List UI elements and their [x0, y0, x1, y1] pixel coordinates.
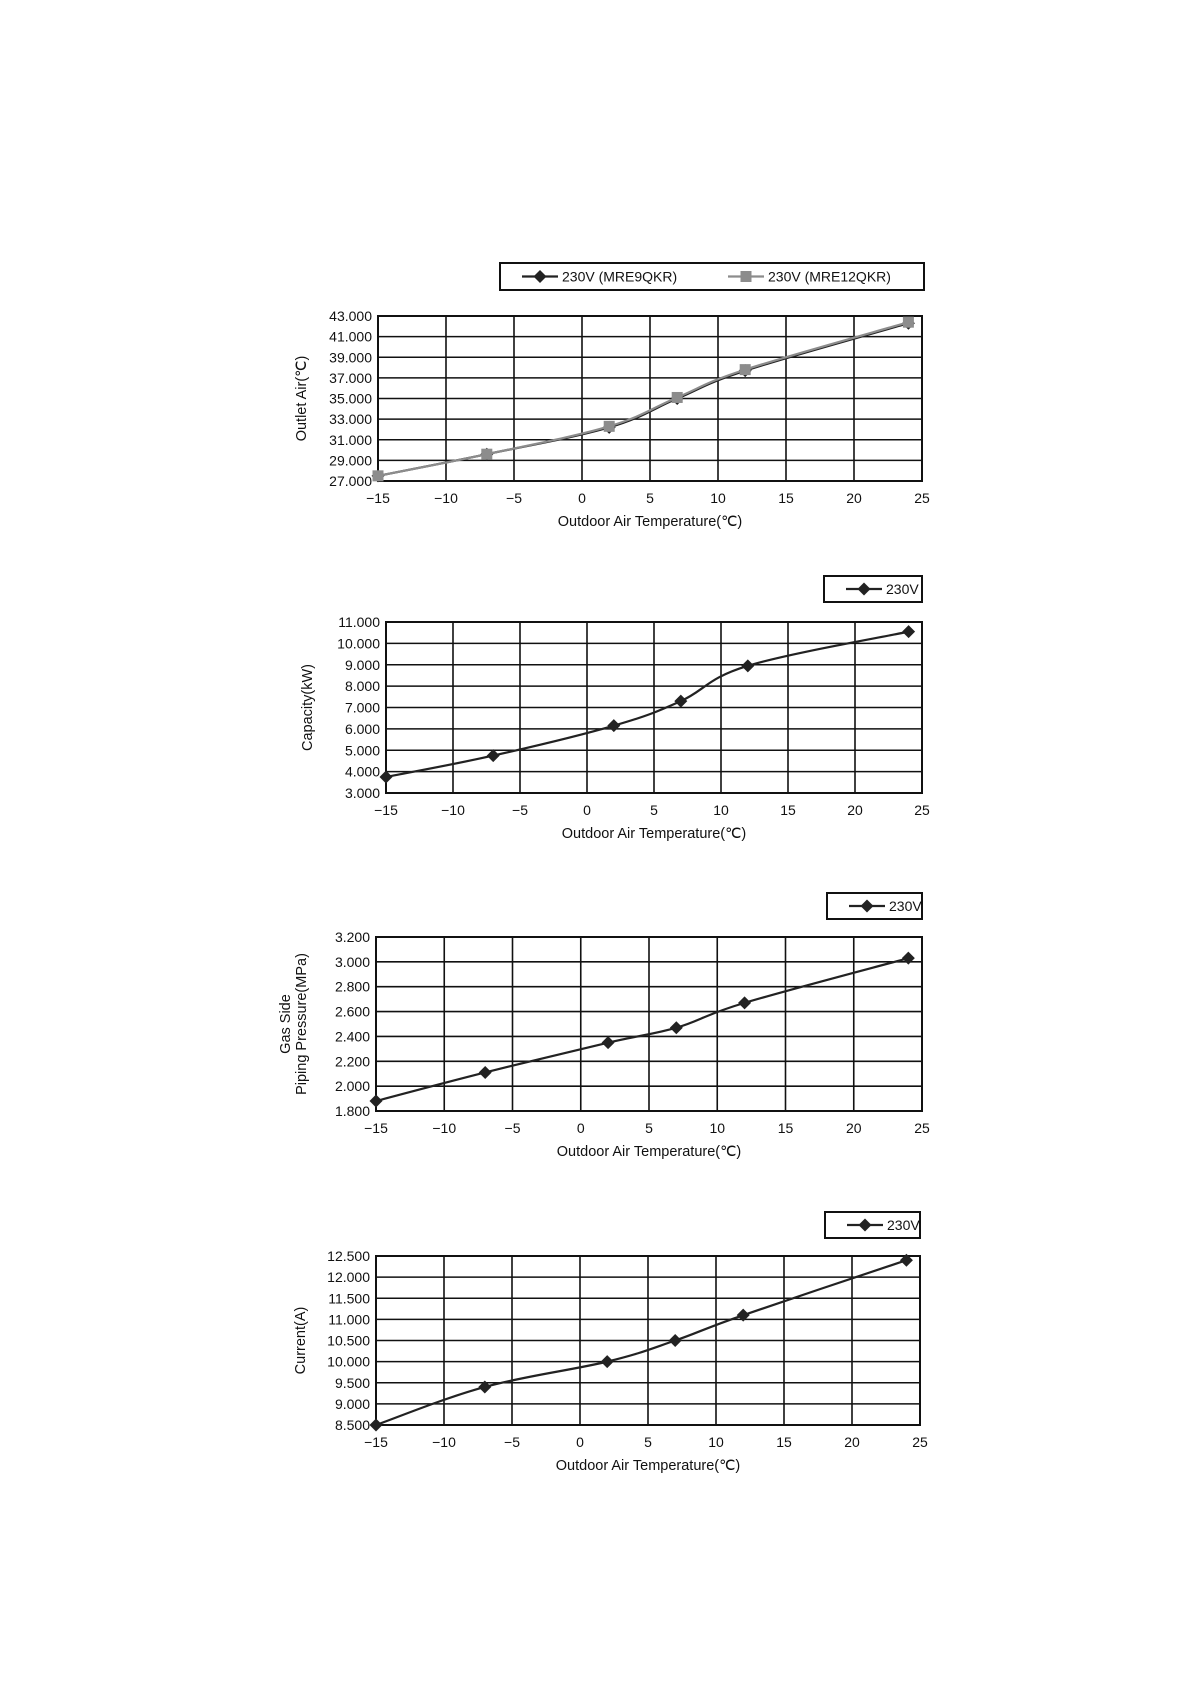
x-tick-label: 0 — [576, 1434, 584, 1450]
y-tick-label: 11.000 — [328, 1311, 370, 1328]
x-tick-label: 25 — [912, 1434, 928, 1450]
x-tick-label: −5 — [506, 490, 522, 506]
x-tick-label: −10 — [432, 1434, 456, 1450]
series-line — [386, 632, 909, 777]
grid — [386, 622, 922, 793]
y-tick-label: 41.000 — [329, 328, 372, 345]
x-tick-label: 10 — [709, 1120, 726, 1136]
x-tick-label: 5 — [650, 802, 658, 818]
y-axis-label: Capacity(kW) — [300, 663, 316, 752]
data-point — [741, 659, 754, 672]
data-point — [674, 695, 687, 708]
y-tick-label: 39.000 — [329, 349, 372, 366]
x-axis-label: Outdoor Air Temperature(℃) — [561, 826, 747, 842]
y-tick-label: 9.000 — [334, 1395, 370, 1412]
x-tick-label: 25 — [914, 1120, 930, 1136]
x-tick-label: −10 — [434, 490, 458, 506]
chart-3 — [278, 893, 930, 1160]
x-tick-label: −15 — [364, 1120, 388, 1136]
x-tick-label: 15 — [777, 1120, 794, 1136]
data-point — [370, 1095, 383, 1108]
grid — [376, 1256, 920, 1425]
y-tick-label: 4.000 — [344, 763, 380, 780]
legend — [500, 263, 924, 290]
chart-1 — [294, 263, 930, 530]
y-tick-label: 9.500 — [334, 1374, 370, 1391]
y-tick-label: 11.500 — [328, 1290, 370, 1307]
series-line — [376, 1260, 906, 1425]
data-point — [903, 317, 914, 328]
x-tick-label: −5 — [512, 802, 528, 818]
series-1 — [370, 952, 915, 1108]
x-tick-label: 5 — [645, 1120, 653, 1136]
y-tick-label: 5.000 — [344, 742, 380, 759]
x-tick-label: 10 — [713, 802, 729, 818]
x-tick-label: −15 — [364, 1434, 388, 1450]
legend-label: 230V — [886, 581, 919, 597]
y-tick-label: 7.000 — [344, 699, 380, 716]
series-1 — [372, 317, 915, 483]
x-tick-label: 15 — [778, 490, 794, 506]
legend-label: 230V (MRE12QKR) — [768, 268, 891, 285]
x-tick-label: 15 — [780, 802, 796, 818]
x-tick-label: 25 — [914, 490, 930, 506]
data-point — [740, 364, 751, 375]
x-tick-label: 20 — [847, 802, 863, 818]
series-1 — [380, 625, 916, 783]
series-line — [376, 958, 908, 1101]
x-tick-label: 15 — [776, 1434, 792, 1450]
y-tick-label: 6.000 — [344, 720, 380, 737]
legend-label: 230V (MRE9QKR) — [562, 268, 678, 285]
legend — [827, 893, 922, 919]
chart-4 — [293, 1212, 928, 1474]
y-tick-label: 2.200 — [334, 1053, 370, 1070]
chart-2 — [300, 576, 930, 842]
x-tick-label: 25 — [914, 802, 930, 818]
y-tick-label: 12.500 — [327, 1248, 370, 1264]
data-point — [604, 421, 615, 432]
data-point — [670, 1021, 683, 1034]
y-tick-label: 3.000 — [334, 953, 370, 970]
y-tick-label: 33.000 — [329, 411, 372, 428]
y-tick-label: 2.800 — [334, 978, 370, 995]
y-tick-label: 37.000 — [329, 369, 372, 386]
x-tick-label: −10 — [441, 802, 465, 818]
data-point — [902, 625, 915, 638]
y-tick-label: 35.000 — [329, 390, 372, 407]
y-tick-label: 10.000 — [337, 635, 380, 652]
x-tick-label: −10 — [432, 1120, 457, 1136]
y-tick-label: 2.000 — [334, 1078, 370, 1095]
y-tick-label: 2.600 — [334, 1003, 370, 1020]
y-tick-label: 3.200 — [334, 929, 370, 945]
y-tick-label: 2.400 — [334, 1028, 370, 1045]
data-point — [669, 1334, 682, 1347]
y-axis-label: Outlet Air(℃) — [294, 355, 310, 442]
x-tick-label: 20 — [846, 490, 862, 506]
x-tick-label: 10 — [710, 490, 726, 506]
x-tick-label: 5 — [646, 490, 654, 506]
y-tick-label: 29.000 — [329, 452, 372, 469]
series-line — [378, 323, 908, 476]
y-axis-label: Current(A) — [293, 1306, 309, 1375]
y-axis-label: Piping Pressure(MPa) — [294, 953, 310, 1095]
series-1 — [370, 1254, 913, 1432]
y-axis-label: Gas Side — [278, 994, 294, 1054]
x-tick-label: −15 — [366, 490, 390, 506]
x-tick-label: 20 — [844, 1434, 860, 1450]
data-point — [373, 470, 384, 481]
y-tick-label: 31.000 — [329, 431, 372, 448]
data-point — [479, 1066, 492, 1079]
x-tick-label: 0 — [578, 490, 586, 506]
data-point — [601, 1355, 614, 1368]
legend-label: 230V — [889, 898, 922, 914]
data-point — [672, 392, 683, 403]
x-axis-label: Outdoor Air Temperature(℃) — [557, 514, 743, 530]
x-tick-label: 0 — [583, 802, 591, 818]
y-tick-label: 11.000 — [338, 614, 380, 630]
y-tick-label: 8.500 — [334, 1417, 370, 1433]
y-tick-label: 27.000 — [329, 473, 372, 489]
legend — [825, 1212, 920, 1238]
x-axis-label: Outdoor Air Temperature(℃) — [556, 1144, 742, 1160]
y-tick-label: 9.000 — [344, 656, 380, 673]
x-tick-label: 20 — [845, 1120, 862, 1136]
y-tick-label: 10.000 — [327, 1353, 370, 1370]
y-tick-label: 43.000 — [329, 308, 372, 324]
data-point — [607, 719, 620, 732]
x-axis-label: Outdoor Air Temperature(℃) — [555, 1458, 741, 1474]
data-point — [602, 1036, 615, 1049]
legend — [824, 576, 922, 602]
grid — [376, 937, 922, 1111]
x-tick-label: 10 — [708, 1434, 724, 1450]
y-tick-label: 1.800 — [334, 1103, 370, 1119]
x-tick-label: 5 — [644, 1434, 652, 1450]
data-point — [738, 996, 751, 1009]
y-tick-label: 10.500 — [327, 1332, 370, 1349]
y-tick-label: 3.000 — [344, 785, 380, 801]
data-point — [370, 1419, 383, 1432]
x-tick-label: 0 — [576, 1120, 585, 1136]
data-point — [902, 952, 915, 965]
y-tick-label: 8.000 — [344, 678, 380, 695]
legend-marker — [741, 271, 752, 282]
y-tick-label: 12.000 — [327, 1269, 370, 1286]
x-tick-label: −5 — [504, 1120, 521, 1136]
data-point — [481, 449, 492, 460]
x-tick-label: −5 — [504, 1434, 520, 1450]
x-tick-label: −15 — [374, 802, 398, 818]
legend-label: 230V — [887, 1217, 920, 1233]
